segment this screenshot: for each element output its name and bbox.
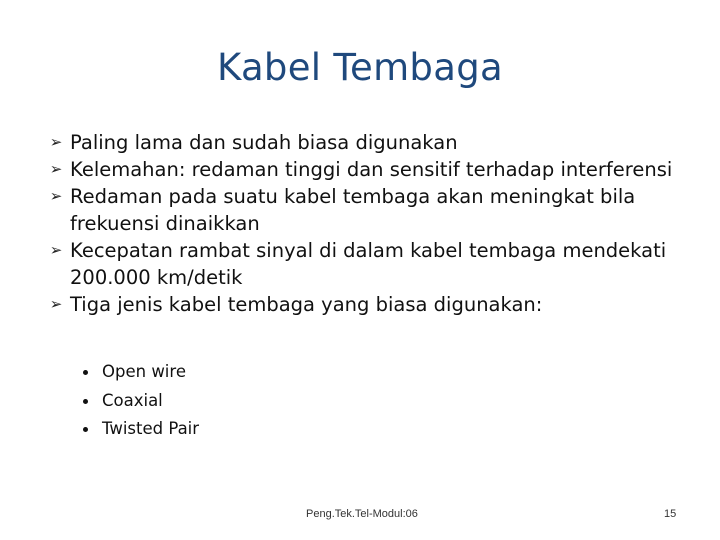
bullet-text-line-2: 200.000 km/detik xyxy=(70,266,243,289)
bullet-text: Paling lama dan sudah biasa digunakan xyxy=(70,131,458,154)
bullet-item xyxy=(0,291,720,318)
sub-bullet-text: Open wire xyxy=(102,362,186,381)
page-number: 15 xyxy=(664,508,677,520)
sub-bullet-item xyxy=(0,387,720,416)
sub-bullet-item xyxy=(0,358,720,387)
bullet-text-line-1: Redaman pada suatu kabel tembaga akan meningkat bila xyxy=(70,185,636,208)
arrowhead-bullet-icon: ➢ xyxy=(49,160,63,178)
sub-bullet-item xyxy=(0,415,720,444)
slide-footer: Peng.Tek.Tel-Modul:06 xyxy=(306,508,418,520)
dot-bullet-icon xyxy=(83,370,88,375)
bullet-item xyxy=(0,156,720,183)
arrowhead-bullet-icon: ➢ xyxy=(49,241,63,259)
bullet-text-line-2: frekuensi dinaikkan xyxy=(70,212,260,235)
bullet-text: Tiga jenis kabel tembaga yang biasa digunakan: xyxy=(70,293,543,316)
sub-bullet-text: Twisted Pair xyxy=(102,419,200,438)
sub-bullet-list xyxy=(0,358,720,444)
bullet-item xyxy=(0,237,720,291)
bullet-list xyxy=(0,129,720,318)
sub-bullet-text: Coaxial xyxy=(102,390,163,410)
arrowhead-bullet-icon: ➢ xyxy=(49,133,63,151)
dot-bullet-icon xyxy=(83,399,88,404)
bullet-text: Kelemahan: redaman tinggi dan sensitif terhadap interferensi xyxy=(70,158,673,181)
bullet-item xyxy=(0,129,720,156)
bullet-item xyxy=(0,183,720,237)
arrowhead-bullet-icon: ➢ xyxy=(49,187,63,205)
slide-title: Kabel Tembaga xyxy=(217,46,503,89)
arrowhead-bullet-icon: ➢ xyxy=(49,295,63,313)
dot-bullet-icon xyxy=(83,427,88,432)
bullet-text-line-1: Kecepatan rambat sinyal di dalam kabel tembaga mendekati xyxy=(70,239,667,262)
